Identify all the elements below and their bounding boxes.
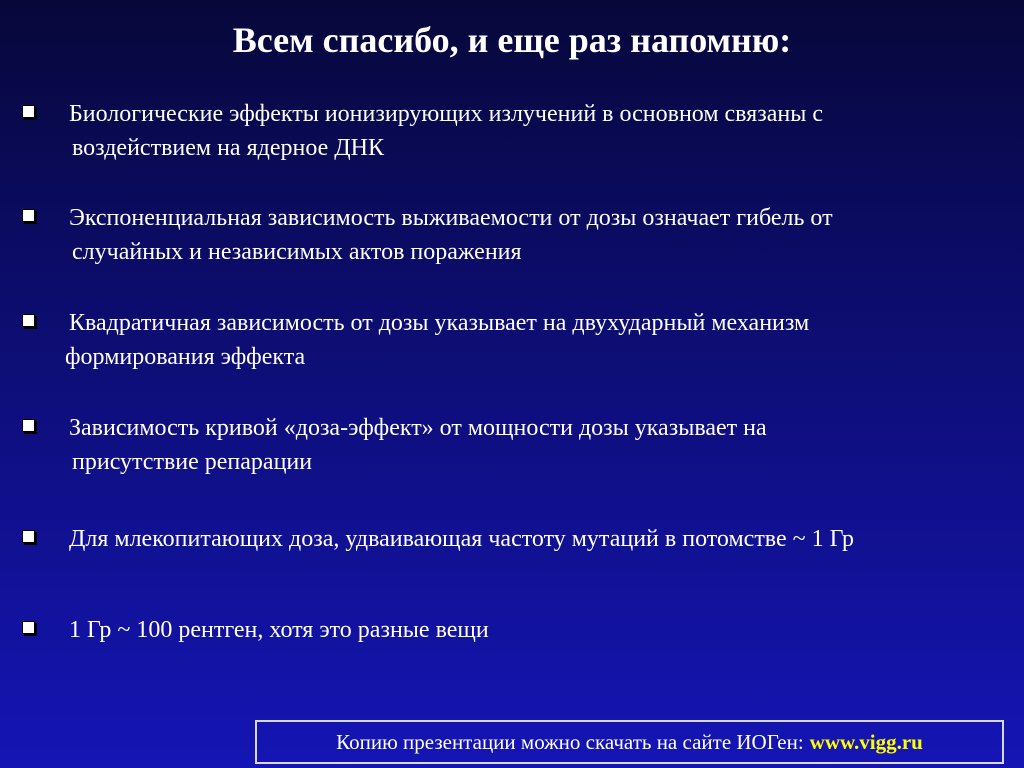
bullet-line-1: 1 Гр ~ 100 рентген, хотя это разные вещи <box>69 617 489 643</box>
checkbox-bullet-icon <box>22 530 35 543</box>
bullet-line-2: присутствие репарации <box>72 449 313 475</box>
bullet-text <box>65 306 1009 374</box>
bullet-line-1: Для млекопитающих доза, удваивающая частоту мутаций в потомстве ~ 1 Гр <box>69 526 854 552</box>
checkbox-bullet-icon <box>22 209 35 222</box>
bullet-line-2: случайных и независимых актов поражения <box>72 239 522 265</box>
checkbox-bullet-icon <box>22 621 35 634</box>
bullet-line-1: Биологические эффекты ионизирующих излучений в основном связаны с <box>69 101 823 127</box>
bullet-line-1: Экспоненциальная зависимость выживаемости от дозы означает гибель от <box>69 205 833 231</box>
bullet-text <box>69 97 1009 165</box>
footer-text: Копию презентации можно скачать на сайте ИОГен: <box>336 729 804 754</box>
checkbox-bullet-icon <box>22 314 35 327</box>
bullet-text <box>69 613 1009 647</box>
bullet-text <box>69 411 1009 479</box>
bullet-text <box>69 201 1009 269</box>
bullet-text <box>69 522 1009 556</box>
slide-title: Всем спасибо, и еще раз напомню: <box>232 20 792 60</box>
checkbox-bullet-icon <box>22 419 35 432</box>
bullet-line-1: Квадратичная зависимость от дозы указывает на двухударный механизм <box>69 310 810 336</box>
footer-download-box <box>255 720 1004 764</box>
website-link[interactable]: www.vigg.ru <box>809 729 923 754</box>
bullet-line-2: формирования эффекта <box>65 344 306 370</box>
bullet-line-2: воздействием на ядерное ДНК <box>72 135 384 161</box>
checkbox-bullet-icon <box>22 105 35 118</box>
bullet-line-1: Зависимость кривой «доза-эффект» от мощности дозы указывает на <box>69 415 767 441</box>
